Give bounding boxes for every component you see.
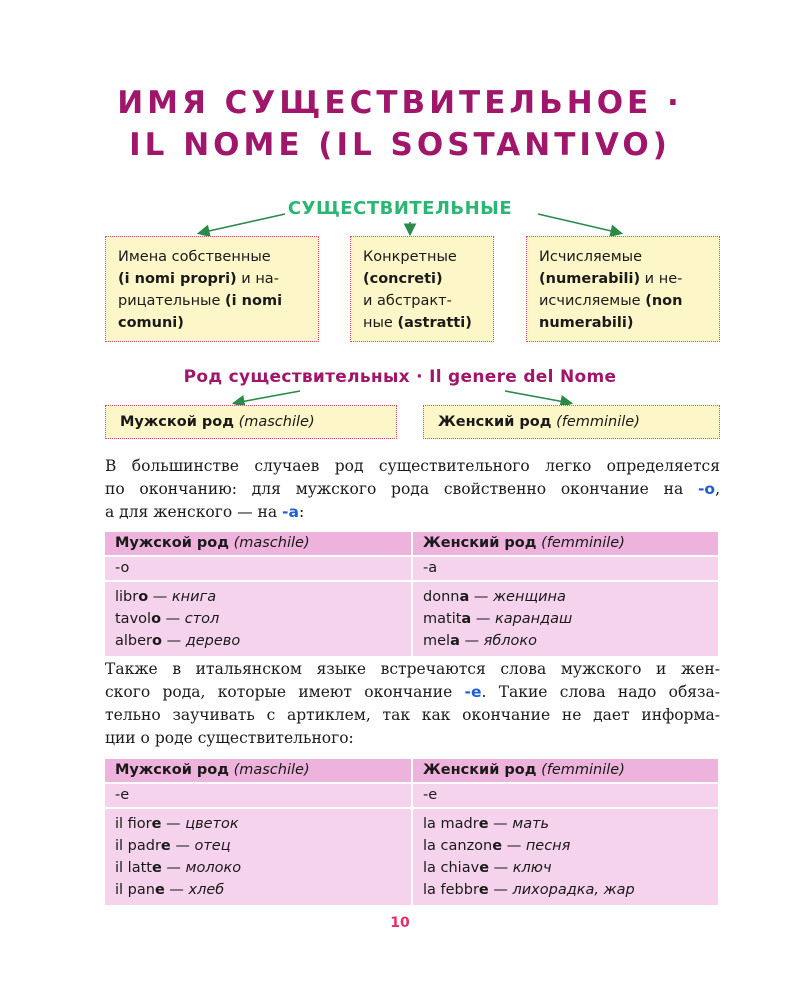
page-title-line-2: IL NOME (IL SOSTANTIVO) (129, 127, 671, 163)
box-line: comuni) (118, 315, 184, 331)
table1-head-fem: Женский род (femminile) (412, 532, 719, 556)
box-line: (i nomi propri) и на- (118, 271, 279, 287)
example-row: la chiave — ключ (423, 860, 552, 876)
gender-heading: Род существительных · Il genere del Nome (183, 367, 617, 387)
feminine-italian: (femminile) (556, 414, 640, 430)
page-title-line-1: ИМЯ СУЩЕСТВИТЕЛЬНОЕ · (117, 85, 683, 121)
box-line: numerabili) (539, 315, 634, 331)
arrow-gender-left (235, 391, 300, 403)
box-line: ные (astratti) (363, 315, 472, 331)
table2-examples-fem (412, 808, 719, 906)
feminine-label: Женский род (438, 414, 552, 430)
table1-examples-fem (412, 581, 719, 657)
example-row: il pane — хлеб (115, 882, 225, 898)
category-box-concrete-abstract (350, 236, 494, 342)
paragraph-line: В большинстве случаев род существительного легко определяется (105, 457, 720, 475)
example-row: il padre — отец (115, 838, 231, 854)
paragraph-line: ции о роде существительного: (105, 729, 354, 747)
example-row: il latte — молоко (115, 860, 242, 876)
box-line: Конкретные (363, 249, 457, 265)
table1-ending-fem: -a (412, 556, 719, 581)
paragraph-line: ского рода, которые имеют окончание -е. Такие слова надо обяза- (105, 683, 720, 701)
box-line: Исчисляемые (539, 249, 643, 265)
paragraph-line: а для женского — на -а: (105, 503, 305, 521)
example-row: mela — яблоко (423, 633, 538, 649)
table2-head-masc: Мужской род (maschile) (105, 759, 412, 783)
box-line: исчисляемые (non (539, 293, 683, 309)
page-number: 10 (390, 915, 410, 931)
box-line: Имена собственные (118, 249, 271, 265)
example-row: la canzone — песня (423, 838, 571, 854)
table2-ending-fem: -e (412, 783, 719, 808)
paragraph-line: по окончанию: для мужского рода свойственно окончание на -о, (105, 480, 720, 498)
arrow-gender-right (505, 391, 570, 403)
example-row: la madre — мать (423, 816, 550, 832)
box-line: и абстракт- (363, 293, 452, 309)
table1-head-masc: Мужской род (maschile) (105, 532, 412, 556)
table1-examples-masc (105, 581, 412, 657)
example-row: tavolo — стол (115, 611, 220, 627)
example-row: libro — книга (115, 589, 217, 605)
example-row: albero — дерево (115, 633, 241, 649)
box-line: (concreti) (363, 271, 443, 287)
category-box-proper-common (105, 236, 319, 342)
table-o-a-endings (105, 532, 720, 658)
box-line: (numerabili) и не- (539, 271, 683, 287)
box-line: рицательные (i nomi (118, 293, 283, 309)
table-e-endings (105, 759, 720, 907)
example-row: la febbre — лихорадка, жар (423, 882, 635, 898)
paragraph-line: тельно заучивать с артиклем, так как окончание не дает информа- (105, 706, 720, 724)
paragraph-endings-e (105, 658, 720, 750)
example-row: il fiore — цветок (115, 816, 239, 832)
table2-ending-masc: -e (105, 783, 412, 808)
paragraph-endings-o-a (105, 455, 720, 524)
table1-ending-masc: -o (105, 556, 412, 581)
paragraph-line: Также в итальянском языке встречаются слова мужского и жен- (105, 660, 720, 678)
masculine-italian: (maschile) (238, 414, 315, 430)
masculine-label: Мужской род (120, 414, 234, 430)
table2-examples-masc (105, 808, 412, 906)
example-row: matita — карандаш (423, 611, 573, 627)
masculine-box (105, 405, 397, 439)
scheme-heading: СУЩЕСТВИТЕЛЬНЫЕ (287, 198, 513, 219)
table2-head-fem: Женский род (femminile) (412, 759, 719, 783)
category-box-countable (526, 236, 720, 342)
example-row: donna — женщина (423, 589, 566, 605)
feminine-box (423, 405, 720, 439)
